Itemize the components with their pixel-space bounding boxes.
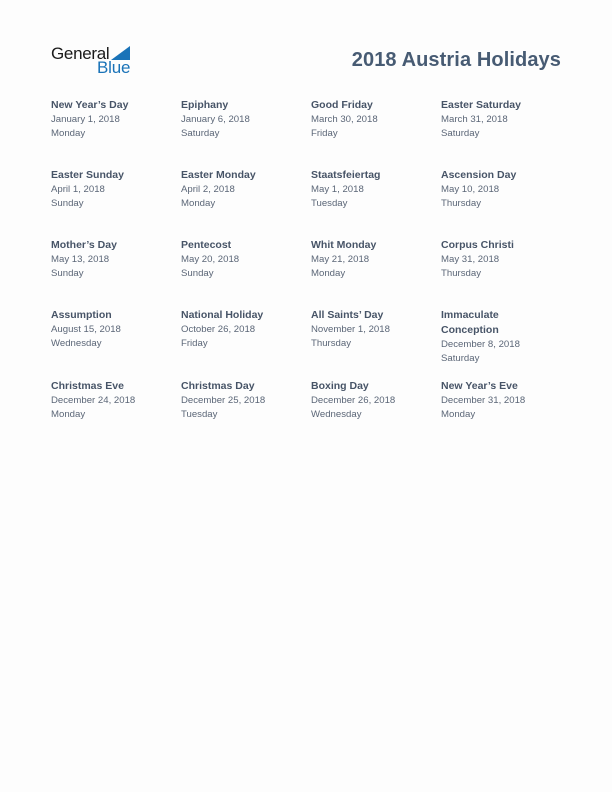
holiday-date: March 31, 2018	[441, 114, 508, 125]
holiday-date: October 26, 2018	[181, 324, 256, 335]
holiday-weekday: Wednesday	[51, 337, 102, 349]
holiday-grid	[51, 98, 571, 449]
holiday-item	[181, 168, 311, 238]
holiday-weekday: Sunday	[181, 267, 214, 279]
holiday-row	[51, 308, 571, 379]
holiday-name: Assumption	[51, 309, 112, 321]
holiday-item	[441, 379, 571, 449]
holiday-name: Pentecost	[181, 239, 232, 251]
holiday-weekday: Saturday	[181, 127, 220, 139]
holiday-name: Mother’s Day	[51, 239, 117, 251]
holiday-item	[311, 379, 441, 449]
holiday-date: December 31, 2018	[441, 395, 526, 406]
holiday-date: April 2, 2018	[181, 184, 235, 195]
holiday-name: Boxing Day	[311, 380, 369, 392]
holiday-date: May 20, 2018	[181, 254, 240, 265]
holiday-date: January 1, 2018	[51, 114, 120, 125]
holiday-name: Easter Sunday	[51, 169, 124, 181]
holiday-item	[311, 308, 441, 379]
holiday-name: Good Friday	[311, 99, 373, 111]
holiday-item	[51, 308, 181, 379]
holiday-name: Whit Monday	[311, 239, 377, 251]
holiday-weekday: Saturday	[441, 127, 480, 139]
holiday-date: May 31, 2018	[441, 254, 500, 265]
holiday-date: May 13, 2018	[51, 254, 110, 265]
holiday-date: December 26, 2018	[311, 395, 396, 406]
holiday-weekday: Tuesday	[311, 197, 348, 209]
holiday-name: All Saints’ Day	[311, 309, 384, 321]
holiday-name: Christmas Eve	[51, 380, 124, 392]
holiday-weekday: Friday	[181, 337, 208, 349]
holiday-weekday: Sunday	[51, 267, 84, 279]
holiday-item	[441, 308, 571, 379]
holiday-item	[181, 379, 311, 449]
holiday-date: April 1, 2018	[51, 184, 105, 195]
holiday-weekday: Thursday	[441, 197, 481, 209]
holiday-date: November 1, 2018	[311, 324, 390, 335]
holiday-weekday: Thursday	[311, 337, 351, 349]
holiday-name: Ascension Day	[441, 169, 517, 181]
holiday-name: Christmas Day	[181, 380, 255, 392]
holiday-name: New Year’s Eve	[441, 380, 518, 392]
holiday-name: Easter Saturday	[441, 99, 521, 111]
holiday-item	[51, 238, 181, 308]
holiday-item	[181, 308, 311, 379]
holiday-row	[51, 98, 571, 168]
holiday-weekday: Sunday	[51, 197, 84, 209]
logo-text-blue: Blue	[97, 58, 131, 77]
holiday-date: December 25, 2018	[181, 395, 266, 406]
holiday-name: Easter Monday	[181, 169, 256, 181]
page-title: 2018 Austria Holidays	[351, 49, 561, 71]
holiday-row	[51, 168, 571, 238]
holiday-item	[441, 168, 571, 238]
holiday-item	[181, 98, 311, 168]
holiday-weekday: Friday	[311, 127, 338, 139]
holiday-date: December 24, 2018	[51, 395, 136, 406]
holiday-item	[311, 168, 441, 238]
holiday-item	[51, 379, 181, 449]
holiday-item	[51, 98, 181, 168]
generalblue-logo	[51, 44, 133, 78]
holiday-date: May 10, 2018	[441, 184, 500, 195]
holiday-weekday: Monday	[441, 408, 476, 420]
holiday-item	[441, 238, 571, 308]
holiday-name: Corpus Christi	[441, 239, 514, 251]
holiday-row	[51, 238, 571, 308]
logo-text-general: General	[51, 44, 110, 63]
holiday-item	[441, 98, 571, 168]
holiday-date: March 30, 2018	[311, 114, 378, 125]
holiday-name: Epiphany	[181, 99, 229, 111]
holiday-weekday: Monday	[51, 408, 86, 420]
holiday-weekday: Monday	[311, 267, 346, 279]
holiday-date: August 15, 2018	[51, 324, 121, 335]
holiday-item	[51, 168, 181, 238]
holiday-item	[181, 238, 311, 308]
holiday-weekday: Tuesday	[181, 408, 218, 420]
holiday-weekday: Monday	[51, 127, 86, 139]
holiday-name: National Holiday	[181, 309, 264, 321]
holiday-row	[51, 379, 571, 449]
holiday-name: New Year’s Day	[51, 99, 129, 111]
holiday-date: January 6, 2018	[181, 114, 250, 125]
holiday-date: May 1, 2018	[311, 184, 364, 195]
holiday-name: Immaculate Conception	[441, 309, 499, 336]
holiday-date: December 8, 2018	[441, 339, 520, 350]
holiday-date: May 21, 2018	[311, 254, 370, 265]
holiday-item	[311, 98, 441, 168]
holiday-name: Staatsfeiertag	[311, 169, 381, 181]
holiday-weekday: Saturday	[441, 352, 480, 364]
holiday-weekday: Monday	[181, 197, 216, 209]
holiday-weekday: Wednesday	[311, 408, 362, 420]
holiday-weekday: Thursday	[441, 267, 481, 279]
holiday-item	[311, 238, 441, 308]
